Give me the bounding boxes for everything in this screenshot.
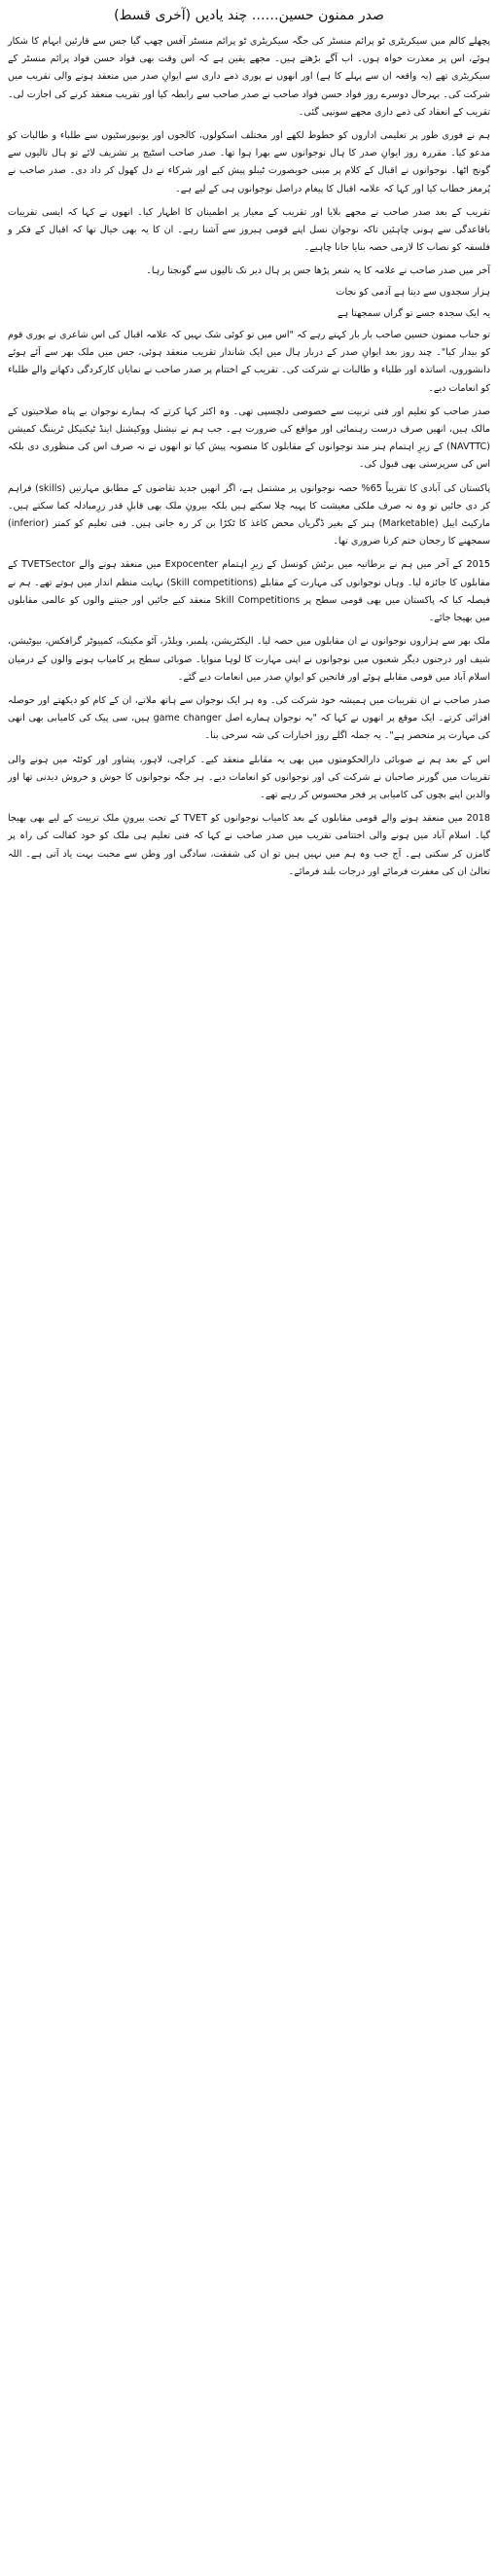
paragraph: صدر صاحب کو تعلیم اور فنی تربیت سے خصوصی دلچسپی تھی۔ وہ اکثر کہا کرتے کہ ہمارے نوجوان بے پناہ صلاحیتوں کے مالک ہیں، انھیں صرف درست رہنمائی اور مواقع کی ضرورت ہے۔ جب ہم نے نیشنل ووکیشنل اینڈ ٹیکنیکل ٹریننگ کمیشن (NAVTTC) کے زیرِ اہتمام ہنر مند نوجوانوں کے مقابلوں کا منصوبہ پیش کیا تو انھوں نے نہ صرف اس کی منظوری دی بلکہ اس کی سرپرستی بھی قبول کی۔: [8, 406, 490, 471]
paragraph: پچھلے کالم میں سیکریٹری ٹو پرائم منسٹر کی جگہ سیکریٹری ٹو پرائم منسٹر آفس چھپ گیا جس سے قارئین ابہام کا شکار ہوئے، اس پر معذرت خواہ ہوں۔ اب آگے بڑھتے ہیں۔ مجھے یقین ہے کہ اس وقت بھی فواد حسن فواد پرائم منسٹر کے سیکریٹری تھے (یہ واقعہ ان سے پہلے کا ہے) اور انھوں نے پوری ذمے داری سے ایوانِ صدر میں منعقد ہونے والی تقریب میں شرکت کی۔ بہرحال دوسرے روز فواد حسن فواد صاحب نے صدر صاحب سے رابطہ کیا اور تقریب منعقد کرنے کی اجازت لی۔ تقریب کے انعقاد کی ذمے داری مجھے سونپی گئی۔: [8, 36, 490, 118]
paragraph: تقریب کے بعد صدر صاحب نے مجھے بلایا اور تقریب کے معیار پر اطمینان کا اظہار کیا۔ انھوں نے کہا کہ ایسی تقریبات باقاعدگی سے ہونی چاہئیں تاکہ نوجوان نسل اپنے قومی ہیروز سے آشنا رہے۔ ان کا یہ بھی خیال تھا کہ اقبال کے فکر و فلسفہ کو نصاب کا لازمی حصہ بنایا جانا چاہیے۔: [8, 206, 490, 254]
paragraph: پاکستان کی آبادی کا تقریباً 65% حصہ نوجوانوں پر مشتمل ہے، اگر انھیں جدید تقاضوں کے مطابق مہارتیں (skills) فراہم کر دی جائیں تو وہ نہ صرف ملکی معیشت کا پہیہ چلا سکتے ہیں بلکہ بیرونِ ملک بھی قابلِ قدر زرِمبادلہ کما سکتے ہیں۔ مارکیٹ ایبل (Marketable) ہنر کے بغیر ڈگریاں محض کاغذ کا ٹکڑا بن کر رہ جاتی ہیں۔ فنی تعلیم کو کمتر (inferior) سمجھنے کا رجحان ختم کرنا ضروری تھا۔: [8, 482, 490, 547]
verse-line: ہزار سجدوں سے دیتا ہے آدمی کو نجات: [336, 286, 490, 298]
paragraph: ہم نے فوری طور پر تعلیمی اداروں کو خطوط لکھے اور مختلف اسکولوں، کالجوں اور یونیورسٹیوں سے طلباء و طالبات کو مدعو کیا۔ مقررہ روز ایوانِ صدر کا ہال نوجوانوں سے بھرا ہوا تھا۔ صدر صاحب اسٹیج پر تشریف لائے تو ہال تالیوں سے گونج اٹھا۔ نوجوانوں نے اقبال کے کلام پر مبنی خوبصورت ٹیبلو پیش کیے اور شرکاء نے دل کھول کر داد دی۔ صدر صاحب نے پُرمغز خطاب کیا اور کہا کہ علامہ اقبال کا پیغام دراصل نوجوانوں ہی کے لیے ہے۔: [8, 130, 490, 194]
paragraph: 2018 میں منعقد ہونے والے قومی مقابلوں کے بعد کامیاب نوجوانوں کو TVET کے تحت بیرونِ ملک تربیت کے لیے بھی بھیجا گیا۔ اسلام آباد میں ہونے والی اختتامی تقریب میں صدر صاحب نے کہا کہ فنی تعلیم ہی ملک کو خود کفالت کی راہ پر گامزن کر سکتی ہے۔ آج جب وہ ہم میں نہیں ہیں تو ان کی شفقت، سادگی اور وطن سے محبت بہت یاد آتی ہے۔ اللہ تعالیٰ ان کی مغفرت فرمائے اور درجات بلند فرمائے۔: [8, 813, 490, 877]
paragraph: 2015 کے آخر میں ہم نے برطانیہ میں برٹش کونسل کے زیرِ اہتمام Expocenter میں منعقد ہونے والے TVETSector کے مقابلوں کا جائزہ لیا۔ وہاں نوجوانوں کی مہارت کے مقابلے (Skill competitions) نہایت منظم انداز میں ہوتے تھے۔ ہم نے فیصلہ کیا کہ پاکستان میں بھی قومی سطح پر Skill Competitions منعقد کیے جائیں اور جیتنے والوں کو عالمی مقابلوں میں بھیجا جائے۔: [8, 559, 490, 624]
paragraph: ملک بھر سے ہزاروں نوجوانوں نے ان مقابلوں میں حصہ لیا۔ الیکٹریشن، پلمبر، ویلڈر، آٹو مکینک، کمپیوٹر گرافکس، بیوٹیشن، شیف اور درجنوں دیگر شعبوں میں نوجوانوں نے اپنی مہارت کا لوہا منوایا۔ صوبائی سطح پر کامیاب ہونے والوں کے درمیان اسلام آباد میں قومی مقابلے ہوئے اور فاتحین کو ایوانِ صدر میں انعامات دیے گئے۔: [8, 636, 490, 683]
paragraph: تو جناب ممنون حسین صاحب بار بار کہتے رہے کہ "اس میں تو کوئی شک نہیں کہ علامہ اقبال کی اس شاعری نے پوری قوم کو بیدار کیا"۔ چند روز بعد ایوانِ صدر کے دربار ہال میں ایک شاندار تقریب منعقد ہوئی، جس میں ملک بھر سے آئے ہوئے دانشوروں، اساتذہ اور طلباء و طالبات نے شرکت کی۔ تقریب کے اختتام پر صدر صاحب نے نمایاں کارکردگی دکھانے والے طلباء کو انعامات دیے۔: [8, 330, 490, 394]
paragraph: آخر میں صدر صاحب نے علامہ کا یہ شعر پڑھا جس پر ہال دیر تک تالیوں سے گونجتا رہا۔: [146, 265, 490, 277]
headline: صدر ممنون حسین…… چند یادیں (آخری قسط): [114, 8, 384, 23]
paragraph: اس کے بعد ہم نے صوبائی دارالحکومتوں میں بھی یہ مقابلے منعقد کیے۔ کراچی، لاہور، پشاور اور کوئٹہ میں ہونے والی تقریبات میں گورنر صاحبان نے شرکت کی اور نوجوانوں کو انعامات دیے۔ ہر جگہ نوجوانوں کا جوش و خروش دیدنی تھا اور والدین اپنے بچوں کی کامیابی پر فخر محسوس کر رہے تھے۔: [8, 754, 490, 800]
verse-line: یہ ایک سجدہ جسے تو گراں سمجھتا ہے: [337, 307, 490, 319]
paragraph: صدر صاحب نے ان تقریبات میں ہمیشہ خود شرکت کی۔ وہ ہر ایک نوجوان سے ہاتھ ملاتے، ان کے کام کو دیکھتے اور حوصلہ افزائی کرتے۔ ایک موقع پر انھوں نے کہا کہ "یہ نوجوان ہمارے اصل game changer ہیں، سی پیک کی کامیابی بھی انھی کی مہارت پر منحصر ہے"۔ یہ جملہ اگلے روز اخبارات کی شہ سرخی بنا۔: [8, 694, 490, 742]
